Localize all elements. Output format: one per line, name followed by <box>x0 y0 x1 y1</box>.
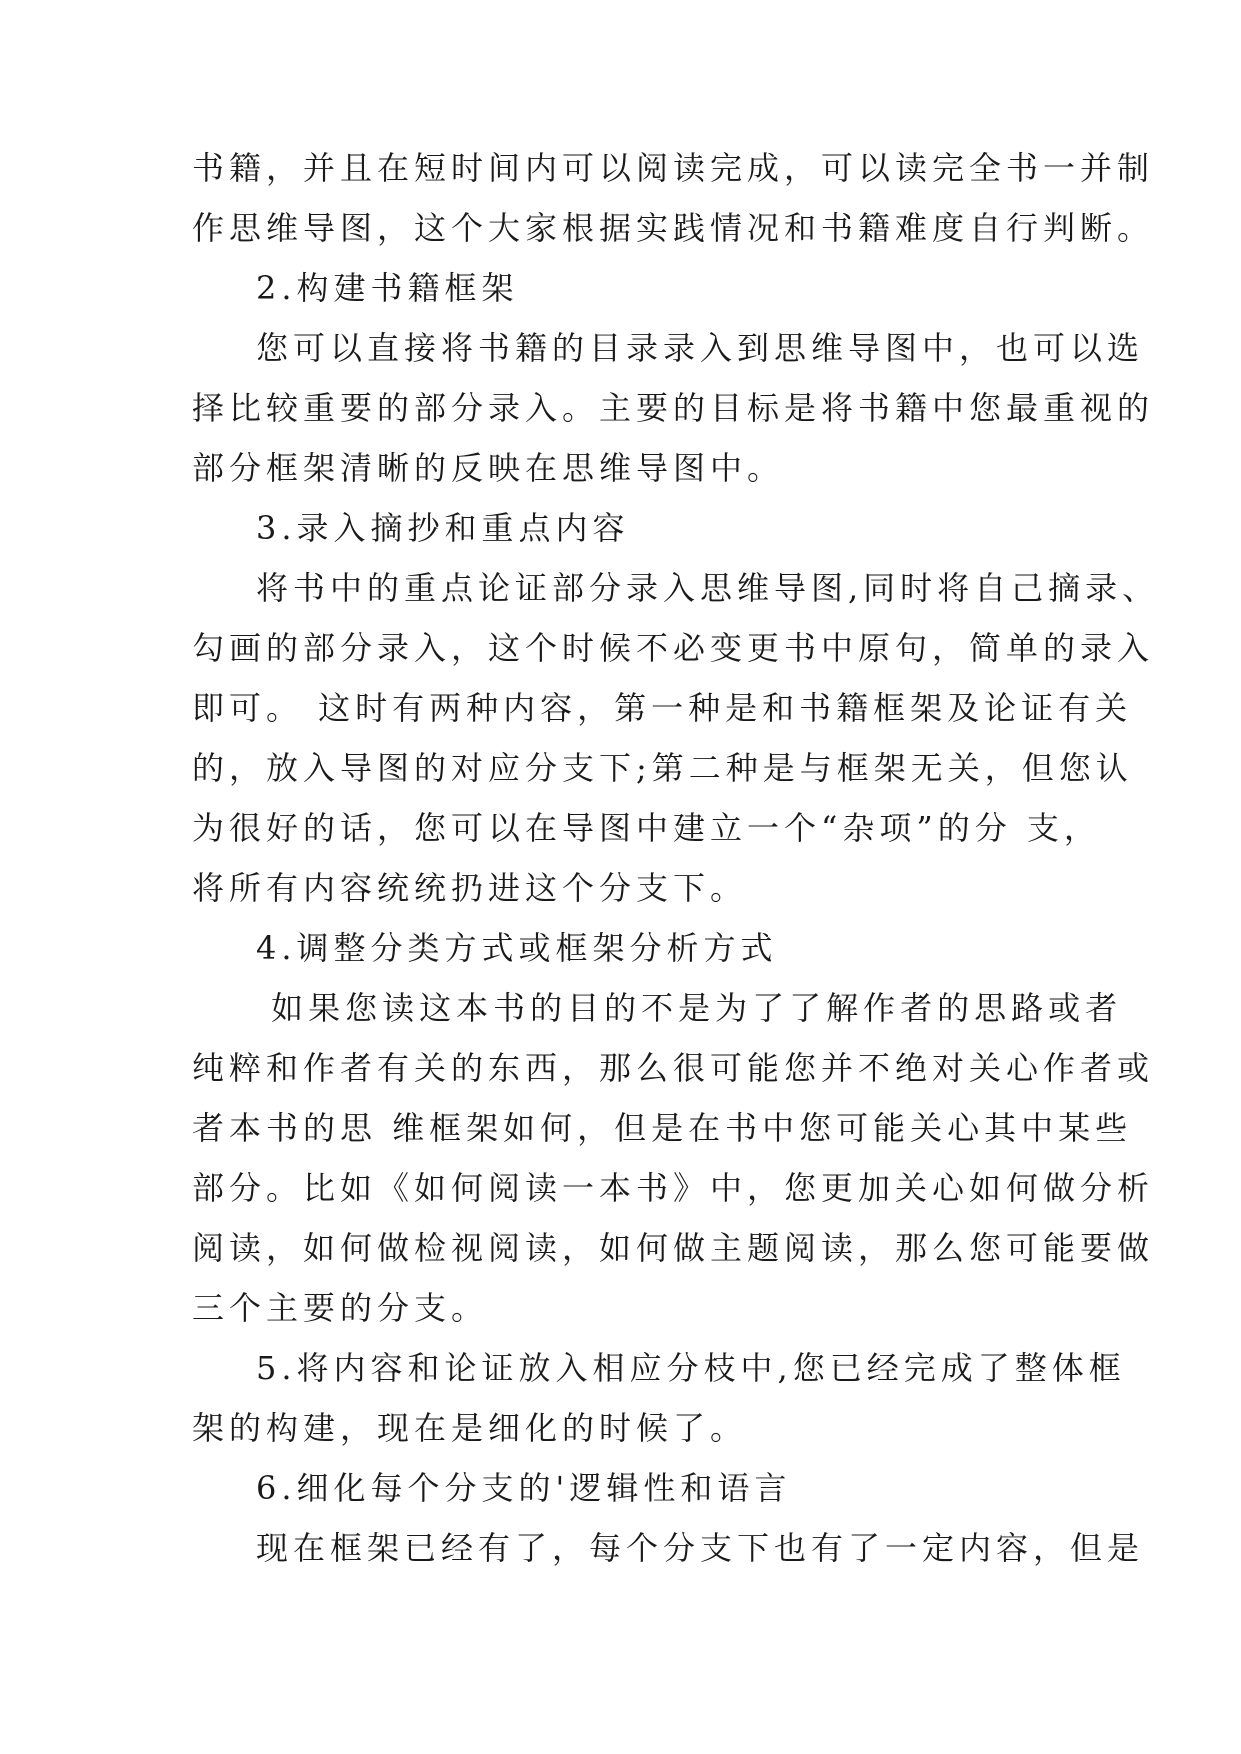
text-line: 为很好的话，您可以在导图中建立一个“杂项”的分 支， <box>192 809 1101 847</box>
text-line: 的，放入导图的对应分支下;第二种是与框架无关，但您认 <box>192 749 1133 787</box>
text-line: 将所有内容统统扔进这个分支下。 <box>192 869 748 907</box>
text-line: 部分框架清晰的反映在思维导图中。 <box>192 449 785 487</box>
text-line: 如果您读这本书的目的不是为了了解作者的思路或者 <box>256 989 1123 1027</box>
text-line: 架的构建，现在是细化的时候了。 <box>192 1409 748 1447</box>
text-line: 阅读，如何做检视阅读，如何做主题阅读，那么您可能要做 <box>192 1229 1155 1267</box>
text-line: 三个主要的分支。 <box>192 1289 489 1327</box>
text-line: 择比较重要的部分录入。主要的目标是将书籍中您最重视的 <box>192 389 1155 427</box>
text-line: 即可。 这时有两种内容，第一种是和书籍框架及论证有关 <box>192 689 1133 727</box>
section-heading: 2.构建书籍框架 <box>256 269 519 307</box>
text-line: 将书中的重点论证部分录入思维导图,同时将自己摘录、 <box>256 569 1160 607</box>
section-heading: 5.将内容和论证放入相应分枝中,您已经完成了整体框 <box>256 1349 1126 1387</box>
section-heading: 6.细化每个分支的'逻辑性和语言 <box>256 1469 792 1507</box>
section-heading: 3.录入摘抄和重点内容 <box>256 509 630 547</box>
text-line: 您可以直接将书籍的目录录入到思维导图中，也可以选 <box>256 329 1145 367</box>
text-line: 作思维导图，这个大家根据实践情况和书籍难度自行判断。 <box>192 209 1155 247</box>
text-line: 勾画的部分录入，这个时候不必变更书中原句，简单的录入 <box>192 629 1155 667</box>
text-line: 部分。比如《如何阅读一本书》中，您更加关心如何做分析 <box>192 1169 1155 1207</box>
section-heading: 4.调整分类方式或框架分析方式 <box>256 929 778 967</box>
text-line: 纯粹和作者有关的东西，那么很可能您并不绝对关心作者或 <box>192 1049 1155 1087</box>
text-line: 现在框架已经有了，每个分支下也有了一定内容，但是 <box>256 1529 1145 1567</box>
text-line: 者本书的思 维框架如何，但是在书中您可能关心其中某些 <box>192 1109 1133 1147</box>
text-line: 书籍，并且在短时间内可以阅读完成，可以读完全书一并制 <box>192 149 1155 187</box>
